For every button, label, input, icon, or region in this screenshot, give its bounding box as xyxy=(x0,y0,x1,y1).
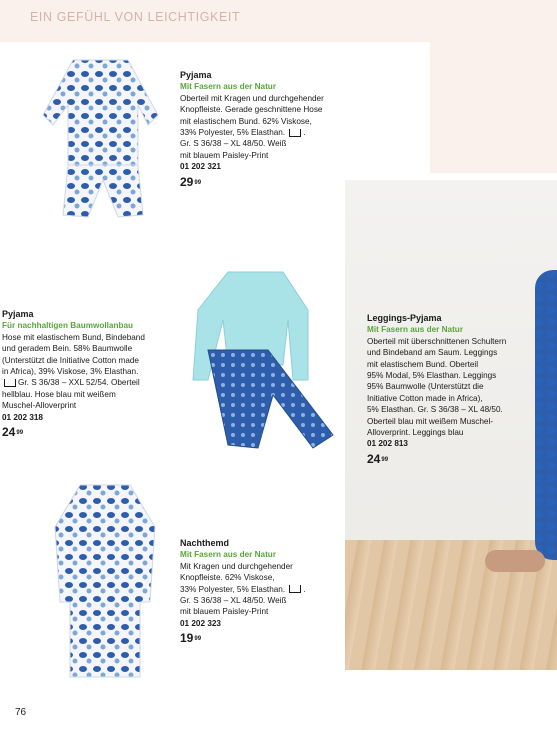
price xyxy=(180,174,355,189)
product-desc-line: Oberteil mit Kragen und durchgehender xyxy=(180,93,324,103)
price-cents: 99 xyxy=(194,636,202,643)
price xyxy=(2,427,192,438)
wash-care-icon xyxy=(289,585,301,593)
product-desc-line: 5% Elasthan. Gr. S 36/38 – XL 48/50. xyxy=(367,405,503,415)
price-cents: 99 xyxy=(381,456,389,463)
wash-care-icon xyxy=(289,129,301,137)
product-info-leggings-pyjama xyxy=(367,313,552,465)
product-desc-line: mit elastischem Bund. 62% Viskose, xyxy=(180,116,312,126)
product-desc-line: Oberteil blau mit weißem Muschel- xyxy=(367,416,494,426)
product-desc-line: mit elastischem Bund. Oberteil xyxy=(367,359,479,369)
product-desc-line: 33% Polyester, 5% Elasthan. xyxy=(180,584,288,594)
product-name: Nachthemd xyxy=(180,538,230,548)
product-image-nightgown xyxy=(50,482,160,682)
product-name: Pyjama xyxy=(2,309,34,319)
product-desc-line: mit blauem Paisley-Print xyxy=(180,607,269,617)
product-desc-line: mit blauem Paisley-Print xyxy=(180,150,269,160)
product-desc-line: Knopfleiste. 62% Viskose, xyxy=(180,573,275,583)
price-main: 19 xyxy=(180,631,194,646)
article-number: 01 202 813 xyxy=(367,439,408,449)
product-image-pyjama-paisley xyxy=(38,55,163,220)
product-desc-line: in Africa), 39% Viskose, 3% Elasthan. xyxy=(2,367,139,377)
price-main: 29 xyxy=(180,174,194,189)
article-number: 01 202 318 xyxy=(2,412,43,422)
product-subtitle: Mit Fasern aus der Natur xyxy=(367,325,463,335)
product-desc-line: Gr. S 36/38 – XXL 52/54. Oberteil xyxy=(18,378,140,388)
product-name: Pyjama xyxy=(180,70,212,80)
page-number: 76 xyxy=(15,707,27,718)
price xyxy=(367,451,552,466)
product-desc-line: und geradem Bein. 58% Baumwolle xyxy=(2,344,133,354)
product-desc-line: (Unterstützt die Initiative Cotton made xyxy=(2,355,139,365)
product-desc-line: Initiative Cotton made in Africa), xyxy=(367,393,483,403)
product-desc-line: Mit Kragen und durchgehender xyxy=(180,561,293,571)
product-subtitle: Mit Fasern aus der Natur xyxy=(180,550,276,560)
product-desc-line: Gr. S 36/38 – XL 48/50. Weiß xyxy=(180,596,287,606)
page-header xyxy=(0,0,557,42)
page-title: EIN GEFÜHL VON LEICHTIGKEIT xyxy=(30,10,241,24)
product-desc-line: Alloverprint. Leggings blau xyxy=(367,428,464,438)
product-info-pyjama-2 xyxy=(2,309,192,438)
product-desc-line: Oberteil mit überschnittenen Schultern xyxy=(367,336,507,346)
product-desc-line: Gr. S 36/38 – XL 48/50. Weiß xyxy=(180,139,287,149)
product-desc-line: 95% Baumwolle (Unterstützt die xyxy=(367,382,484,392)
decorative-panel xyxy=(430,42,557,173)
product-desc-line: 33% Polyester, 5% Elasthan. xyxy=(180,128,288,138)
price-cents: 99 xyxy=(194,179,202,186)
article-number: 01 202 321 xyxy=(180,162,221,172)
product-subtitle: Mit Fasern aus der Natur xyxy=(180,82,276,92)
product-info-nightgown: Nachthemd Mit Fasern aus der Natur Mit Kragen und durchgehender Knopfleiste. 62% Viskose, 33% Polyester, 5% Elasthan. . Gr. S 36/38 – XL 48/50. Weiß mit blauem Paisley-Print 01 202 323 $19^{99}$ xyxy=(180,538,355,645)
product-name: Leggings-Pyjama xyxy=(367,313,442,323)
product-desc-line: Muschel-Alloverprint xyxy=(2,401,77,411)
product-info-pyjama-1: Pyjama Mit Fasern aus der Natur Oberteil mit Kragen und durchgehender Knopfleiste. Gerade geschnittene Hose mit elastischem Bund. 62% Viskose, 33% Polyester, 5% Elasthan. . Gr. S 36/38 – XL 48/50. Weiß mit blauem Paisley-Print 01 202 321 $29^{99}$ xyxy=(180,70,355,188)
model-hand xyxy=(485,550,545,572)
product-desc-line: und Bindeband am Saum. Leggings xyxy=(367,348,498,358)
product-image-pyjama-shell xyxy=(188,270,338,450)
product-desc-line: Hose mit elastischem Bund, Bindeband xyxy=(2,332,145,342)
price-main: 24 xyxy=(367,451,381,466)
price xyxy=(180,633,355,644)
product-subtitle: Für nachhaltigen Baumwollanbau xyxy=(2,321,134,331)
article-number: 01 202 323 xyxy=(180,618,221,628)
wash-care-icon xyxy=(4,379,16,387)
product-desc-line: Knopfleiste. Gerade geschnittene Hose xyxy=(180,105,323,115)
product-desc-line: 95% Modal, 5% Elasthan. Leggings xyxy=(367,371,497,381)
price-main: 24 xyxy=(2,425,16,440)
price-cents: 99 xyxy=(16,430,24,437)
product-desc-line: hellblau. Hose blau mit weißem xyxy=(2,389,116,399)
